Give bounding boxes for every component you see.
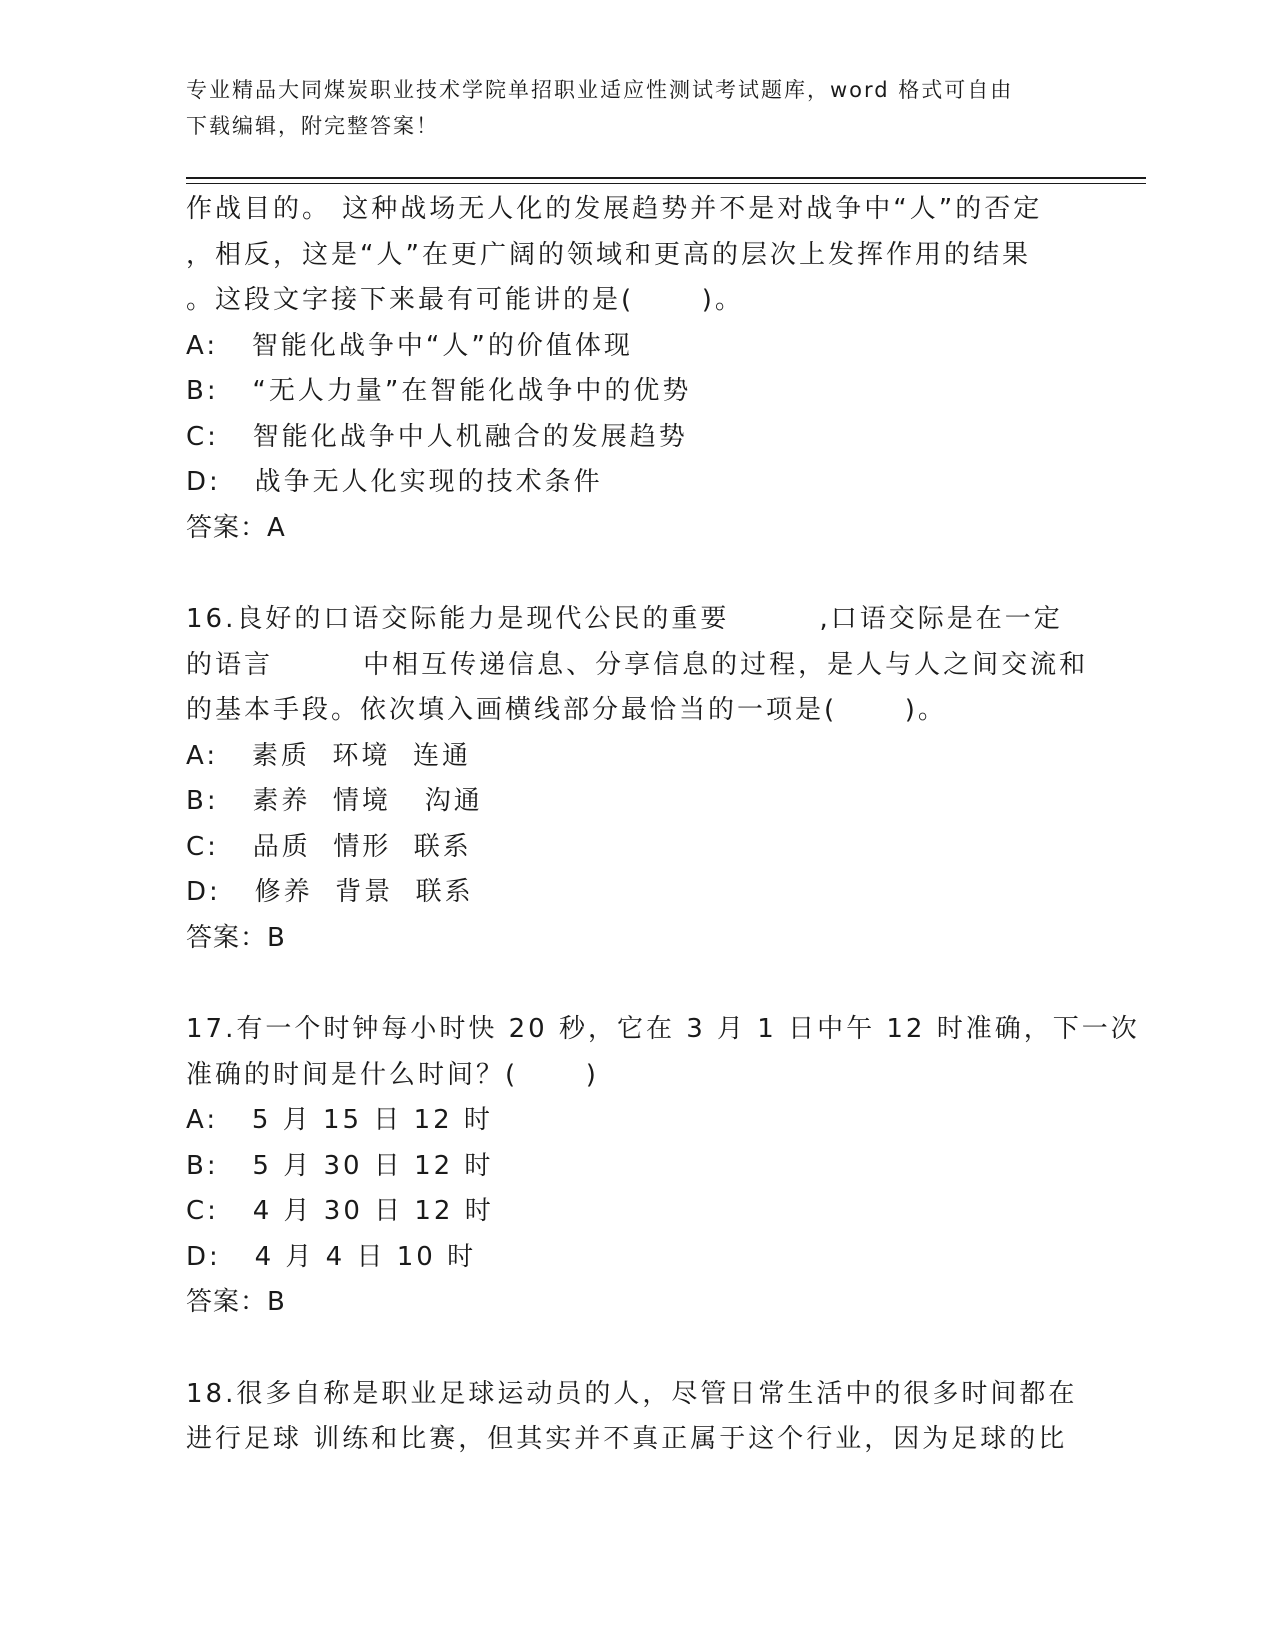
question-stem-line: 的基本手段。依次填入画横线部分最恰当的一项是( )。 [186, 695, 947, 725]
option-b: B: 素养 情境 沟通 [186, 786, 483, 816]
option-c: C: 品质 情形 联系 [186, 831, 472, 862]
option-a: A: 5 月 15 日 12 时 [186, 1105, 493, 1135]
spacer [186, 1326, 1086, 1372]
header-divider-thin [186, 183, 1146, 184]
page-header [186, 72, 1086, 144]
question-stem-line: 18.很多自称是职业足球运动员的人，尽管日常生活中的很多时间都在 [186, 1378, 1078, 1409]
question-stem-line: 准确的时间是什么时间？( ) [186, 1059, 599, 1090]
question-stem-line: 。这段文字接下来最有可能讲的是( )。 [186, 285, 744, 315]
question-18 [186, 1372, 1086, 1463]
option-d: D: 修养 背景 联系 [186, 877, 474, 907]
document-body [186, 187, 1140, 1463]
option-c: C: 智能化战争中人机融合的发展趋势 [186, 421, 688, 452]
option-d: D: 4 月 4 日 10 时 [186, 1241, 477, 1272]
answer-line: 答案：B [186, 1287, 286, 1317]
option-c: C: 4 月 30 日 12 时 [186, 1196, 494, 1226]
spacer [186, 551, 1086, 597]
header-line-1: 专业精品大同煤炭职业技术学院单招职业适应性测试考试题库，word 格式可自由 [186, 78, 1014, 102]
question-stem-line: 16.良好的口语交际能力是现代公民的重要 ,口语交际是在一定 [186, 604, 1063, 634]
answer-line: 答案：B [186, 922, 286, 953]
question-16 [186, 597, 1089, 961]
question-stem-line: 作战目的。 这种战场无人化的发展趋势并不是对战争中“人”的否定 [186, 194, 1043, 224]
option-a: A: 智能化战争中“人”的价值体现 [186, 330, 633, 361]
option-b: B: “无人力量”在智能化战争中的优势 [186, 376, 692, 406]
question-17 [186, 1007, 1140, 1326]
question-stem-line: 的语言 中相互传递信息、分享信息的过程，是人与人之间交流和 [186, 649, 1089, 680]
question-stem-line: 17.有一个时钟每小时快 20 秒，它在 3 月 1 日中午 12 时准确，下一次 [186, 1014, 1140, 1044]
option-d: D: 战争无人化实现的技术条件 [186, 467, 603, 497]
option-a: A: 素质 环境 连通 [186, 740, 471, 771]
question-stem-line: 进行足球 训练和比赛，但其实并不真正属于这个行业，因为足球的比 [186, 1424, 1068, 1454]
question-15 [186, 187, 1086, 551]
header-line-2: 下载编辑，附完整答案！ [186, 114, 439, 138]
spacer [186, 961, 1086, 1007]
answer-line: 答案：A [186, 512, 286, 543]
question-stem-line: ，相反，这是“人”在更广阔的领域和更高的层次上发挥作用的结果 [186, 239, 1031, 270]
header-divider-thick [186, 177, 1146, 179]
option-b: B: 5 月 30 日 12 时 [186, 1150, 494, 1181]
